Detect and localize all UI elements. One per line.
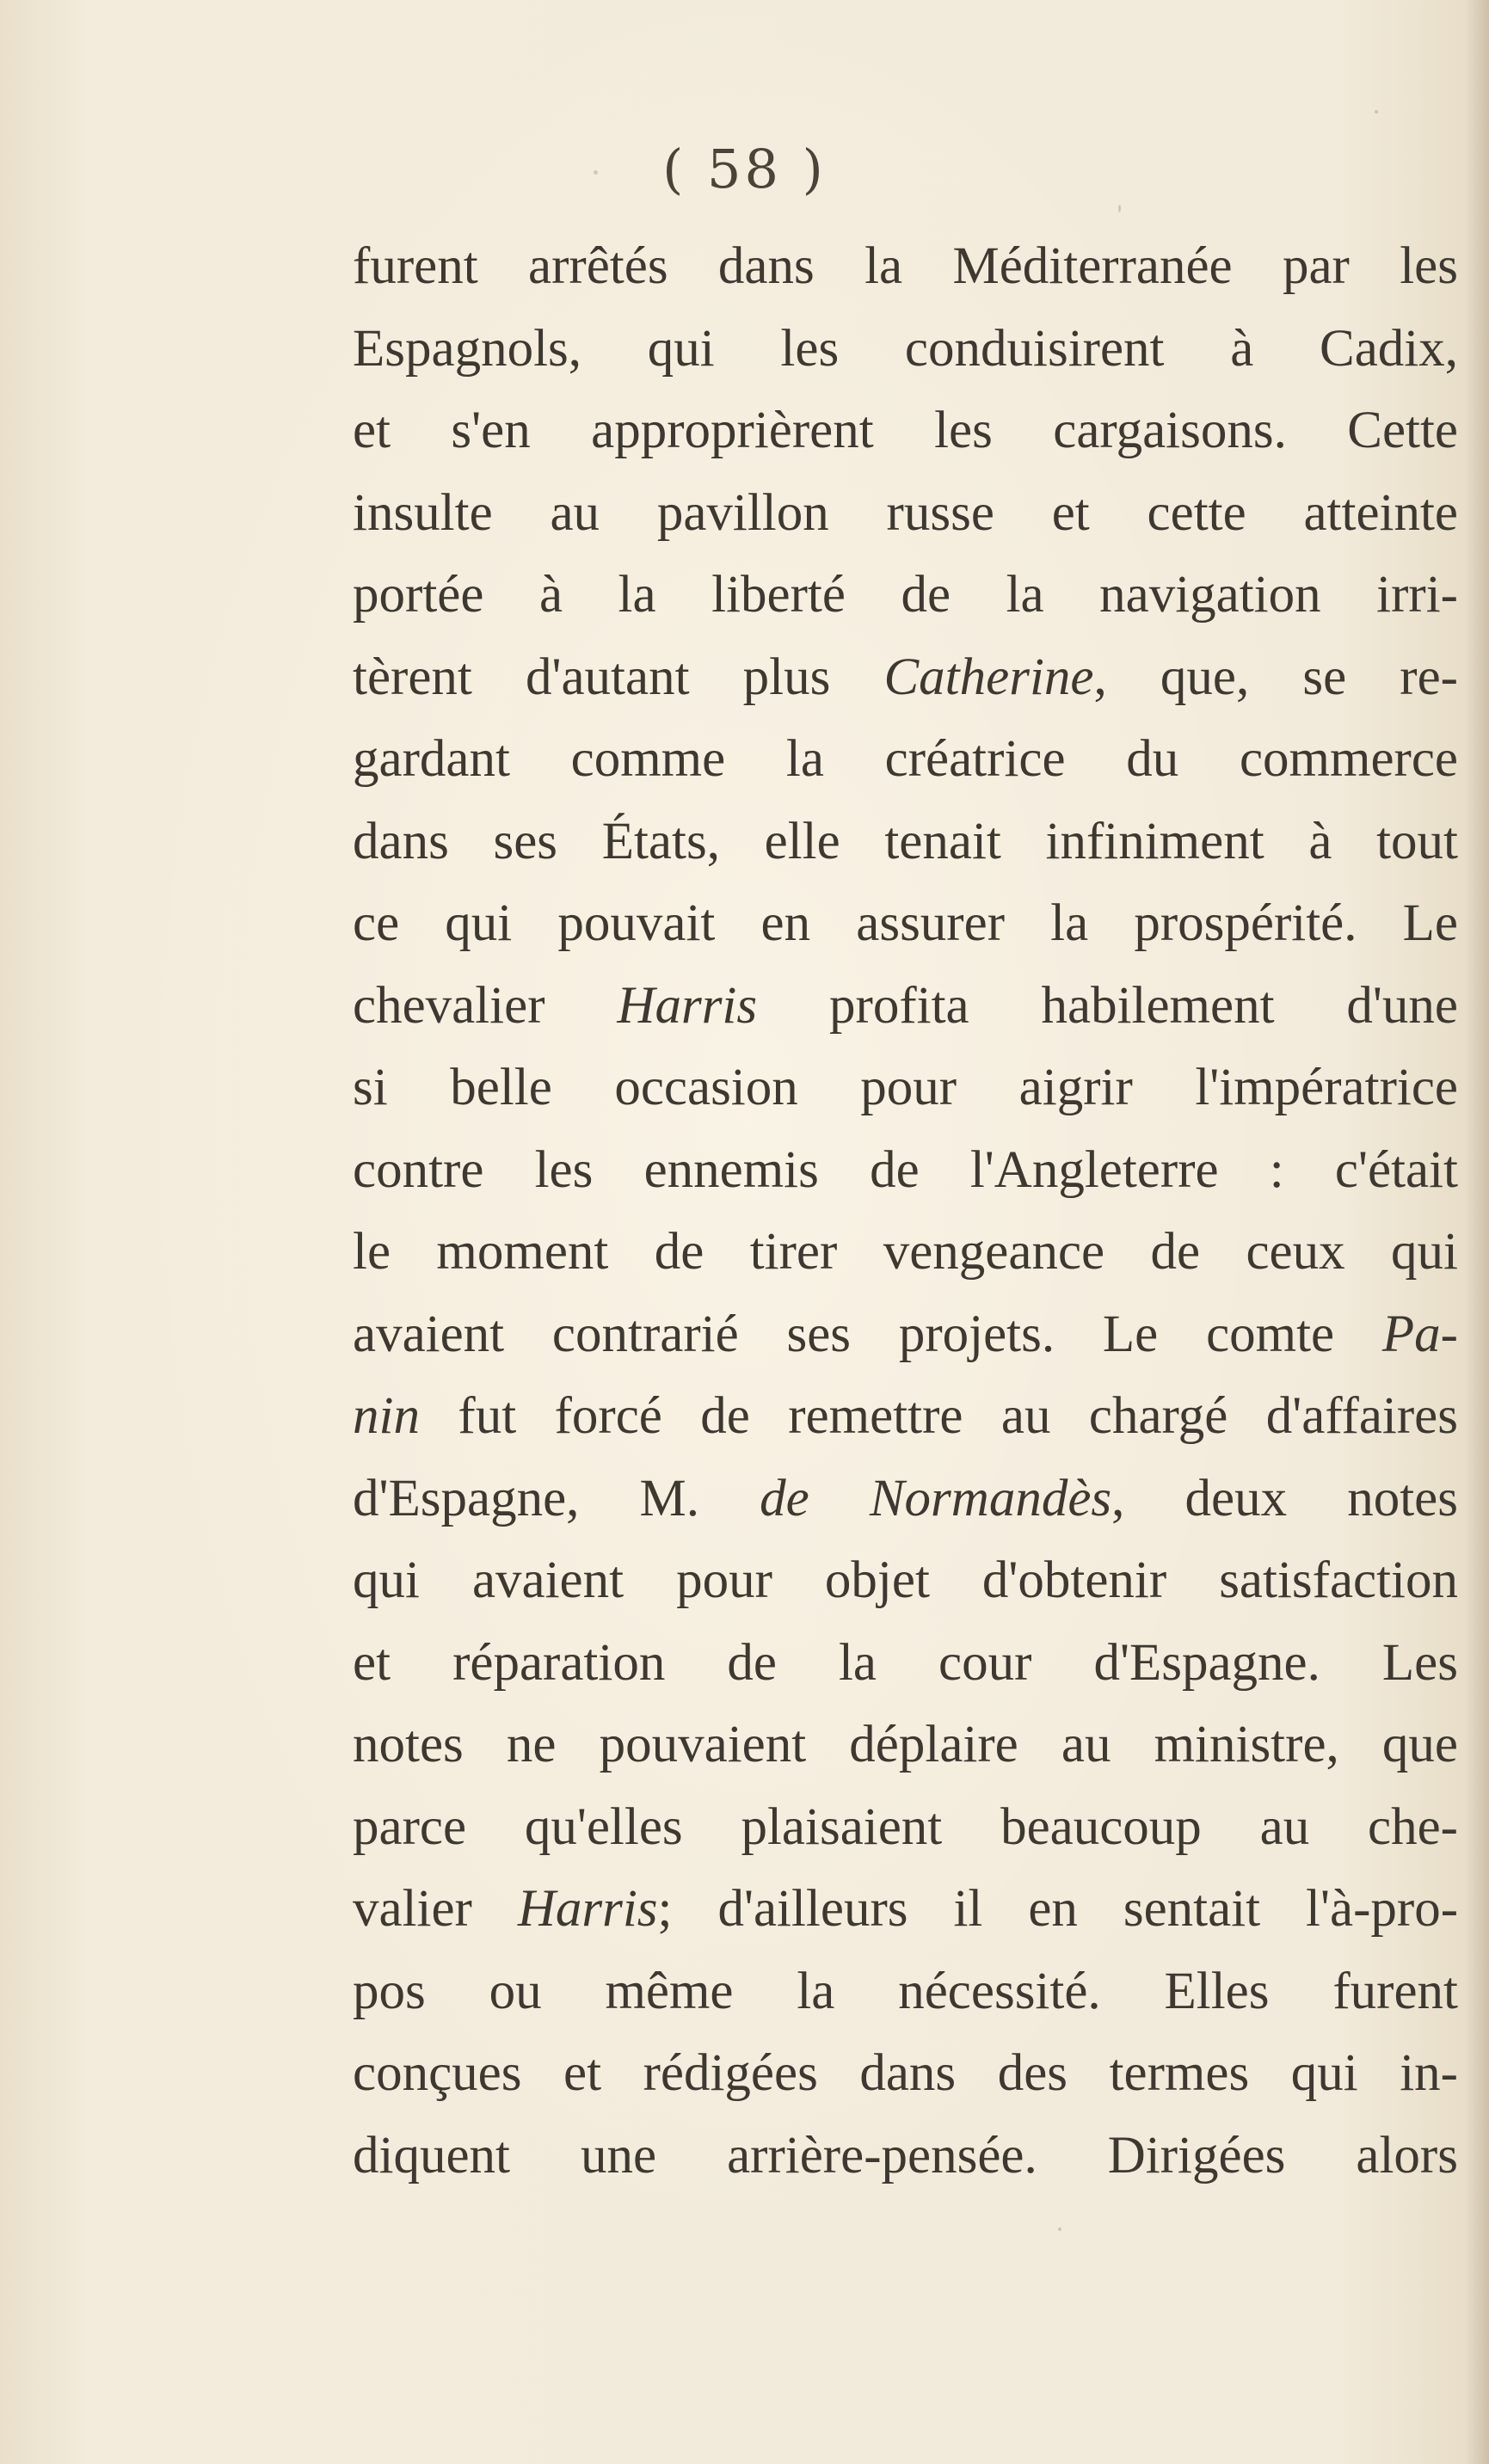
text-run: qui avaient pour objet d'obtenir satisfaction	[353, 1552, 1458, 1609]
text-run: d'Espagne, M.	[353, 1469, 760, 1527]
page-edge-shadow	[1465, 0, 1489, 2464]
text-run: et réparation de la cour d'Espagne. Les	[353, 1633, 1458, 1692]
text-run: insulte au pavillon russe et cette atteinte	[353, 483, 1458, 542]
text-run: profita habilement d'une	[757, 976, 1458, 1035]
text-run: conçues et rédigées dans des termes qui in-	[353, 2044, 1458, 2102]
text-line	[353, 1704, 1458, 1786]
paper-fleck	[1375, 110, 1378, 114]
italic-text: nin	[353, 1387, 420, 1445]
text-line	[353, 1458, 1458, 1540]
text-line	[353, 472, 1458, 555]
italic-text: Harris	[617, 976, 758, 1035]
text-run: furent arrêtés dans la Méditerranée par les	[353, 237, 1458, 295]
text-line	[353, 1951, 1458, 2033]
italic-text: Pa-	[1381, 1305, 1458, 1363]
text-run: , deux notes	[1111, 1469, 1458, 1527]
text-line	[353, 1293, 1458, 1376]
text-run: avaient contrarié ses projets. Le comte	[353, 1305, 1382, 1363]
italic-text: de Normandès	[760, 1469, 1112, 1527]
text-run: ce qui pouvait en assurer la prospérité. Le	[353, 894, 1458, 952]
text-run: pos ou même la nécessité. Elles furent	[353, 1962, 1458, 2020]
text-run: valier	[353, 1880, 518, 1938]
paper-fleck	[1058, 2227, 1061, 2231]
text-run: notes ne pouvaient déplaire au ministre, que	[353, 1716, 1458, 1773]
text-run: contre les ennemis de l'Angleterre : c'était	[353, 1140, 1458, 1199]
text-run: Espagnols, qui les conduisirent à Cadix,	[353, 319, 1458, 378]
italic-text: Harris	[517, 1880, 658, 1938]
text-line	[353, 2032, 1458, 2115]
text-line	[353, 1211, 1458, 1293]
text-line	[353, 1868, 1458, 1951]
text-line	[353, 1539, 1458, 1622]
text-run: parce qu'elles plaisaient beaucoup au che-	[353, 1797, 1458, 1856]
text-line	[353, 718, 1458, 801]
page-number: ( 58 )	[662, 138, 827, 200]
text-run: dans ses États, elle tenait infiniment à tout	[353, 812, 1458, 870]
text-line	[353, 965, 1458, 1048]
text-line	[353, 390, 1458, 472]
text-run: le moment de tirer vengeance de ceux qui	[353, 1223, 1458, 1281]
text-line	[353, 1622, 1458, 1705]
text-run: fut forcé de remettre au chargé d'affaires	[419, 1387, 1458, 1445]
text-run: si belle occasion pour aigrir l'impératrice	[353, 1059, 1458, 1116]
text-line	[353, 882, 1458, 965]
text-line	[353, 1129, 1458, 1212]
text-run: gardant comme la créatrice du commerce	[353, 730, 1458, 788]
text-line	[353, 1375, 1458, 1458]
text-line	[353, 554, 1458, 636]
text-run: et s'en approprièrent les cargaisons. Cette	[353, 402, 1458, 459]
text-line	[353, 2115, 1458, 2197]
paper-fleck	[1118, 205, 1121, 212]
body-text	[353, 225, 1458, 2197]
text-run: tèrent d'autant plus	[353, 648, 884, 706]
text-run: diquent une arrière-pensée. Dirigées alors	[353, 2126, 1458, 2184]
text-line	[353, 1786, 1458, 1869]
text-run: , que, se re-	[1093, 648, 1458, 706]
text-run: ; d'ailleurs il en sentait l'à-pro-	[657, 1880, 1458, 1938]
text-run: chevalier	[353, 976, 618, 1035]
text-line	[353, 1047, 1458, 1129]
italic-text: Catherine	[883, 648, 1094, 706]
text-line	[353, 308, 1458, 390]
text-line	[353, 225, 1458, 308]
text-run: portée à la liberté de la navigation irri-	[353, 566, 1458, 624]
text-line	[353, 636, 1458, 719]
text-line	[353, 801, 1458, 883]
